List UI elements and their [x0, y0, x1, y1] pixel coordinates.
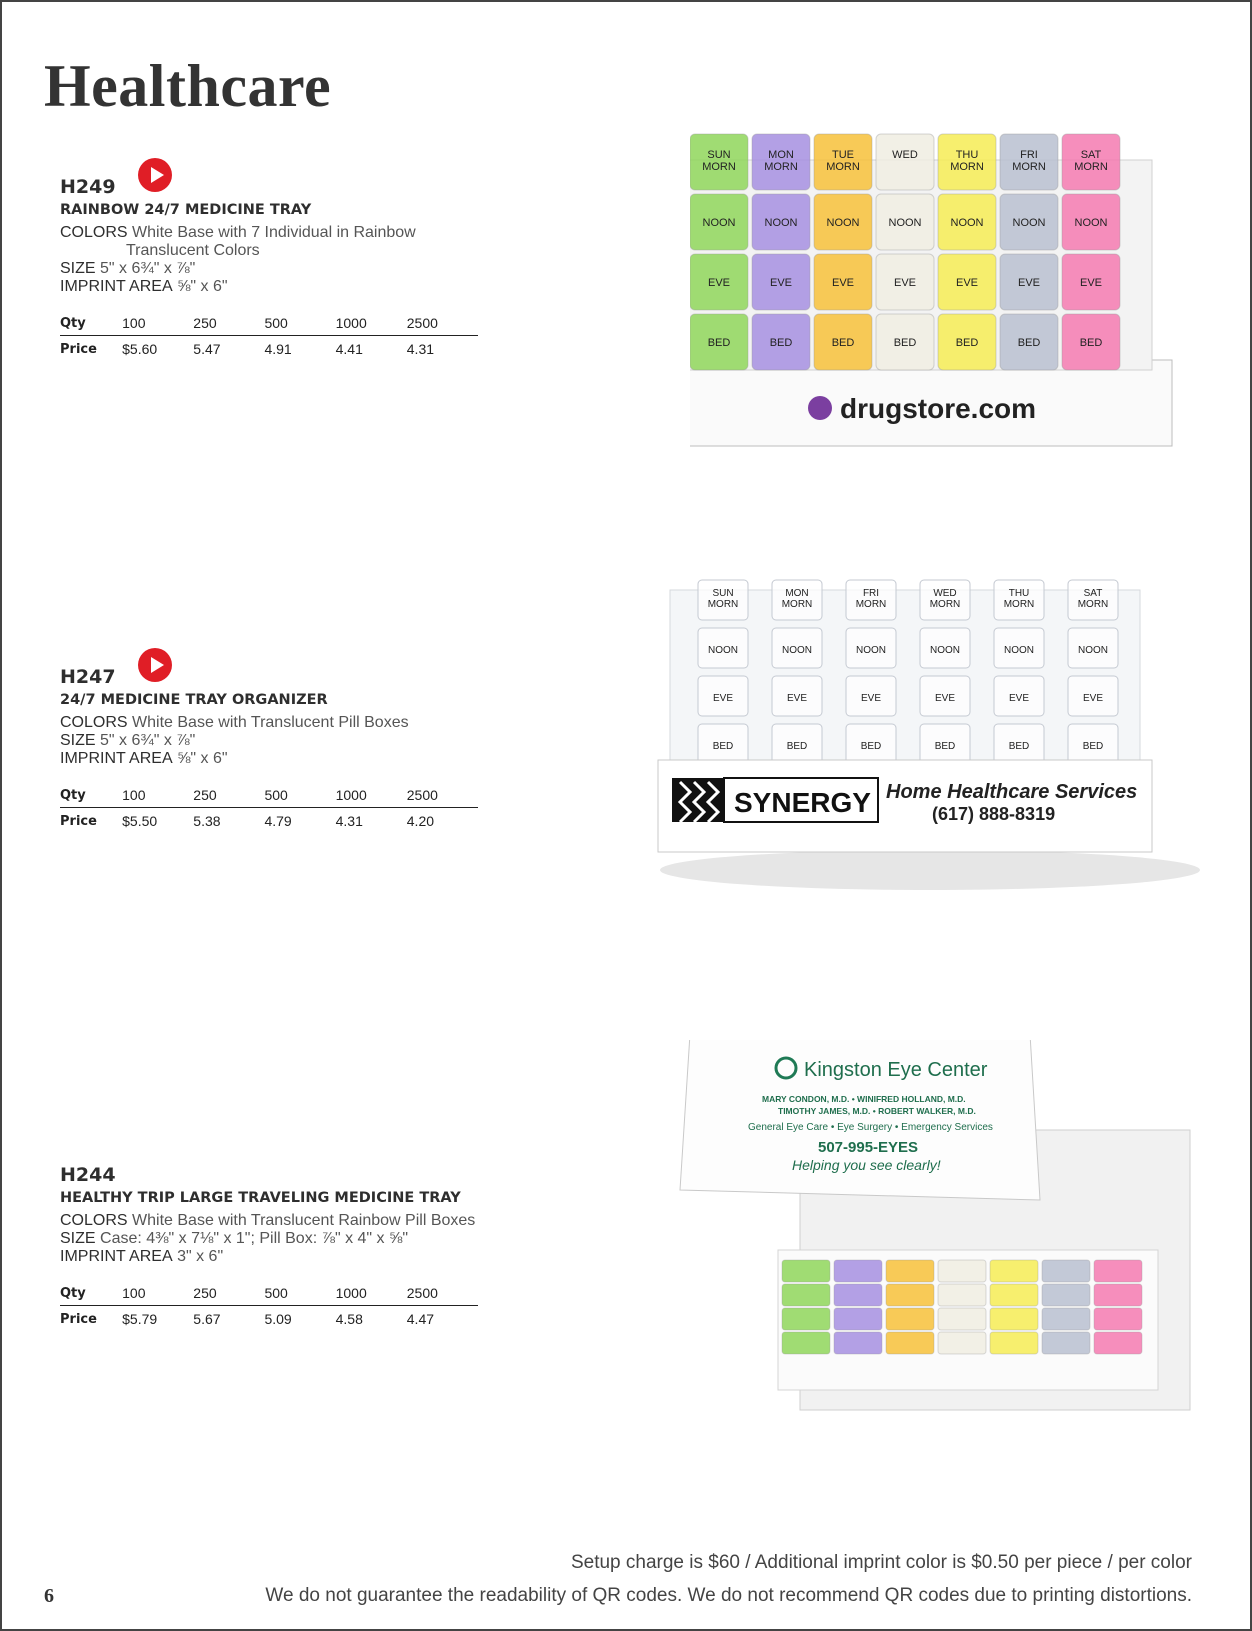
- pill-box-label: NOON: [950, 217, 984, 229]
- colors-spec: [60, 224, 490, 260]
- pill-box: [938, 1332, 986, 1354]
- qty-row: [60, 782, 478, 808]
- colors-value: White Base with Translucent Rainbow Pill Boxes: [132, 1212, 476, 1229]
- pill-box-label: MORN: [707, 599, 739, 610]
- tray-shadow: [660, 850, 1200, 890]
- qty-cell: 100: [122, 782, 193, 808]
- pill-box-label: NOON: [1074, 217, 1108, 229]
- size-value: 5" x 6¾" x ⅞": [100, 732, 196, 749]
- pill-box: [1042, 1332, 1090, 1354]
- pill-box-label: EVE: [1079, 277, 1103, 289]
- qty-cell: 250: [193, 310, 264, 336]
- price-label: Price: [60, 1311, 97, 1327]
- pill-box-label: EVE: [707, 277, 731, 289]
- colors-label: COLORS: [60, 714, 128, 731]
- price-cell: 4.31: [335, 813, 363, 829]
- size-value: 5" x 6¾" x ⅞": [100, 260, 196, 277]
- product-code: H247: [60, 666, 116, 688]
- pill-box: [782, 1308, 830, 1330]
- pill-box-label: NOON: [888, 217, 922, 229]
- size-value: Case: 4⅜" x 7⅛" x 1"; Pill Box: ⅞" x 4" x ⅝": [100, 1230, 408, 1247]
- product-code: H249: [60, 176, 116, 198]
- size-spec: [60, 260, 490, 278]
- imprint-value: ⅝" x 6": [177, 750, 228, 767]
- pill-box-label: EVE: [1082, 693, 1104, 704]
- pill-box-label: EVE: [1017, 277, 1041, 289]
- price-table: [60, 310, 478, 361]
- price-cell: $5.60: [122, 341, 158, 357]
- size-spec: [60, 732, 490, 750]
- imprint-value: ⅝" x 6": [177, 278, 228, 295]
- pill-box-label: MORN: [855, 599, 887, 610]
- pill-box-label: SAT: [1083, 588, 1103, 599]
- colors-label: COLORS: [60, 1212, 128, 1229]
- pill-box: [782, 1332, 830, 1354]
- qr-code-disclaimer: We do not guarantee the readability of QR codes. We do not recommend QR codes due to printing distortions.: [265, 1585, 1192, 1606]
- qty-cell: 1000: [336, 782, 407, 808]
- pill-box: [876, 134, 934, 190]
- pill-box-label: BED: [1082, 741, 1104, 752]
- pill-box: [1094, 1260, 1142, 1282]
- play-video-icon[interactable]: [138, 648, 172, 682]
- pill-box-label: BED: [893, 337, 917, 349]
- pill-box: [886, 1260, 934, 1282]
- pill-box-label: BED: [707, 337, 731, 349]
- pill-box-label: BED: [1008, 741, 1030, 752]
- pill-box-label: NOON: [930, 645, 960, 656]
- imprint-spec: [60, 278, 490, 296]
- price-row: [60, 808, 478, 834]
- pill-box-label: BED: [860, 741, 882, 752]
- product-h247: [60, 648, 490, 833]
- pill-box-label: EVE: [712, 693, 734, 704]
- product-photo-h247: [650, 570, 1210, 910]
- product-name: HEALTHY TRIP LARGE TRAVELING MEDICINE TRAY: [60, 1190, 461, 1206]
- pill-box-label: EVE: [860, 693, 882, 704]
- pill-box: [1042, 1284, 1090, 1306]
- price-row: [60, 1306, 478, 1332]
- qty-cell: 1000: [336, 310, 407, 336]
- pill-box: [834, 1284, 882, 1306]
- price-cell: 5.47: [193, 341, 221, 357]
- qty-cell: 500: [264, 1280, 335, 1306]
- page-title: Healthcare: [44, 53, 332, 119]
- pill-box-label: WED: [933, 588, 957, 599]
- kingston-name: Kingston Eye Center: [804, 1059, 988, 1081]
- imprint-label: IMPRINT AREA: [60, 278, 173, 295]
- price-cell: 4.20: [406, 813, 435, 829]
- price-label: Price: [60, 813, 97, 829]
- product-name: RAINBOW 24/7 MEDICINE TRAY: [60, 202, 312, 218]
- pill-box-label: MON: [785, 588, 809, 599]
- qty-cell: 2500: [407, 1280, 478, 1306]
- page-number: 6: [44, 1585, 54, 1607]
- synergy-brand: SYNERGY: [734, 787, 871, 818]
- pill-box-label: BED: [786, 741, 808, 752]
- pill-box-label: BED: [769, 337, 793, 349]
- colors-value: White Base with Translucent Pill Boxes: [132, 714, 409, 731]
- pill-box-label: EVE: [955, 277, 979, 289]
- pill-box: [1094, 1308, 1142, 1330]
- size-label: SIZE: [60, 260, 96, 277]
- qty-cell: 1000: [336, 1280, 407, 1306]
- colors-value: White Base with 7 Individual in Rainbow: [132, 224, 416, 241]
- pill-box-label: NOON: [782, 645, 812, 656]
- product-code: H244: [60, 1164, 116, 1186]
- pill-box-label: MORN: [1012, 161, 1046, 173]
- pill-box-label: BED: [934, 741, 956, 752]
- price-cell: $5.50: [122, 813, 158, 829]
- pill-box-label: MORN: [1077, 599, 1109, 610]
- qty-row: [60, 1280, 478, 1306]
- pill-box: [1094, 1332, 1142, 1354]
- price-cell: 4.41: [335, 341, 363, 357]
- pill-box-label: NOON: [826, 217, 860, 229]
- pill-box-label: MON: [768, 149, 794, 161]
- qty-label: Qty: [60, 310, 122, 336]
- product-h244: [60, 1152, 490, 1331]
- pill-box: [782, 1260, 830, 1282]
- qty-cell: 250: [193, 1280, 264, 1306]
- pill-box-label: BED: [1079, 337, 1103, 349]
- pill-box-label: NOON: [708, 645, 738, 656]
- price-cell: 4.58: [335, 1311, 363, 1327]
- pill-box: [1042, 1308, 1090, 1330]
- pill-box-label: BED: [955, 337, 979, 349]
- setup-charge-note: Setup charge is $60 / Additional imprint color is $0.50 per piece / per color: [570, 1552, 1192, 1573]
- pill-box-label: THU: [1008, 588, 1030, 599]
- pill-box-label: EVE: [893, 277, 917, 289]
- pill-box: [938, 1284, 986, 1306]
- colors-spec: [60, 714, 490, 732]
- pill-box-label: NOON: [1004, 645, 1034, 656]
- colors-value-cont: Translucent Colors: [126, 242, 260, 259]
- pill-box-label: MORN: [702, 161, 736, 173]
- product-photo-h244: [670, 1040, 1210, 1450]
- size-label: SIZE: [60, 732, 96, 749]
- pill-box-label: EVE: [934, 693, 956, 704]
- kingston-phone: 507-995-EYES: [818, 1139, 919, 1156]
- qty-cell: 100: [122, 310, 193, 336]
- product-name: 24/7 MEDICINE TRAY ORGANIZER: [60, 692, 328, 708]
- product-h249: [60, 158, 490, 361]
- kingston-doctors-1: MARY CONDON, M.D. • WINIFRED HOLLAND, M.D.: [762, 1094, 966, 1104]
- pill-box-label: NOON: [702, 217, 736, 229]
- qty-cell: 250: [193, 782, 264, 808]
- imprint-label: IMPRINT AREA: [60, 1248, 173, 1265]
- pill-box: [834, 1308, 882, 1330]
- pill-box-label: MORN: [826, 161, 860, 173]
- pill-box-label: MORN: [1003, 599, 1035, 610]
- pill-box: [1094, 1284, 1142, 1306]
- size-spec: [60, 1230, 490, 1248]
- pill-box-label: FRI: [1020, 149, 1038, 161]
- price-cell: 4.91: [264, 341, 292, 357]
- qty-cell: 500: [264, 310, 335, 336]
- qty-cell: 2500: [407, 310, 478, 336]
- qty-cell: 100: [122, 1280, 193, 1306]
- price-table: [60, 782, 478, 833]
- pill-box-label: MORN: [950, 161, 984, 173]
- qty-row: [60, 310, 478, 336]
- kingston-services: General Eye Care • Eye Surgery • Emergency Services: [748, 1122, 993, 1133]
- qty-label: Qty: [60, 1280, 122, 1306]
- price-cell: 4.79: [264, 813, 292, 829]
- size-label: SIZE: [60, 1230, 96, 1247]
- pill-box: [990, 1308, 1038, 1330]
- pill-box-label: THU: [955, 149, 979, 161]
- pill-box-label: EVE: [786, 693, 808, 704]
- colors-spec: [60, 1212, 490, 1230]
- price-cell: 4.47: [406, 1311, 435, 1327]
- pill-box: [886, 1284, 934, 1306]
- pill-box: [782, 1284, 830, 1306]
- pill-box: [990, 1284, 1038, 1306]
- imprint-label: IMPRINT AREA: [60, 750, 173, 767]
- pill-box-label: NOON: [856, 645, 886, 656]
- price-table: [60, 1280, 478, 1331]
- pill-box-label: MORN: [929, 599, 961, 610]
- pill-box: [834, 1332, 882, 1354]
- drugstore-logo-icon: [808, 396, 832, 420]
- pill-box: [886, 1308, 934, 1330]
- price-cell: $5.79: [122, 1311, 158, 1327]
- pill-box: [990, 1332, 1038, 1354]
- pill-box: [834, 1260, 882, 1282]
- pill-box-label: FRI: [862, 588, 880, 599]
- product-photo-h249: [690, 70, 1190, 470]
- pill-box-label: TUE: [832, 149, 854, 161]
- price-cell: 5.67: [193, 1311, 221, 1327]
- imprint-spec: [60, 1248, 490, 1266]
- pill-box-label: SAT: [1080, 149, 1102, 161]
- pill-box-label: BED: [831, 337, 855, 349]
- imprint-spec: [60, 750, 490, 768]
- colors-label: COLORS: [60, 224, 128, 241]
- pill-box-label: BED: [1017, 337, 1041, 349]
- pill-box-label: EVE: [769, 277, 793, 289]
- pill-box-label: EVE: [1008, 693, 1030, 704]
- pill-box-label: NOON: [764, 217, 798, 229]
- qty-cell: 500: [264, 782, 335, 808]
- synergy-phone: (617) 888-8319: [932, 804, 1056, 824]
- pill-box-label: NOON: [1012, 217, 1046, 229]
- pill-box-label: MORN: [764, 161, 798, 173]
- price-row: [60, 336, 478, 362]
- qty-label: Qty: [60, 782, 122, 808]
- price-label: Price: [60, 341, 97, 357]
- pill-box-label: SUN: [707, 149, 731, 161]
- pill-box: [990, 1260, 1038, 1282]
- price-cell: 4.31: [406, 341, 435, 357]
- kingston-doctors-2: TIMOTHY JAMES, M.D. • ROBERT WALKER, M.D.: [778, 1106, 976, 1116]
- price-cell: 5.09: [264, 1311, 292, 1327]
- qty-cell: 2500: [407, 782, 478, 808]
- kingston-tagline: Helping you see clearly!: [792, 1157, 941, 1173]
- pill-box-label: BED: [712, 741, 734, 752]
- pill-box-label: EVE: [831, 277, 855, 289]
- pill-box: [938, 1260, 986, 1282]
- pill-box-label: SUN: [712, 588, 734, 599]
- pill-box-label: MORN: [781, 599, 813, 610]
- drugstore-logo-text: drugstore.com: [840, 393, 1037, 424]
- synergy-line1: Home Healthcare Services: [886, 781, 1138, 803]
- price-cell: 5.38: [193, 813, 221, 829]
- pill-box-label: WED: [892, 149, 918, 161]
- synergy-logo-icon: [672, 778, 724, 822]
- pill-box: [886, 1332, 934, 1354]
- imprint-value: 3" x 6": [177, 1248, 224, 1265]
- pill-box-label: NOON: [1078, 645, 1108, 656]
- pill-box: [1042, 1260, 1090, 1282]
- pill-box-label: MORN: [1074, 161, 1108, 173]
- play-video-icon[interactable]: [138, 158, 172, 192]
- pill-box: [938, 1308, 986, 1330]
